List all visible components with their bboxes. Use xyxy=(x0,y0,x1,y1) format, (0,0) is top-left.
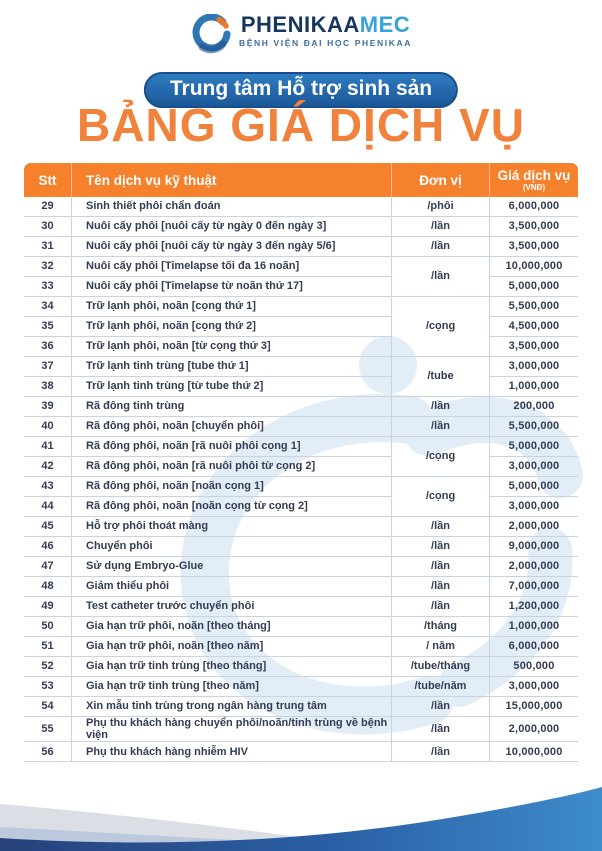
row-stt: 38 xyxy=(24,377,72,397)
row-service-name: Trữ lạnh phôi, noãn [cọng thứ 2] xyxy=(72,317,392,337)
table-row xyxy=(24,377,578,397)
row-price: 500,000 xyxy=(490,657,578,677)
row-stt: 34 xyxy=(24,297,72,317)
row-stt: 48 xyxy=(24,577,72,597)
row-unit: /lần xyxy=(392,577,490,597)
table-row xyxy=(24,317,578,337)
table-row xyxy=(24,657,578,677)
row-service-name: Rã đông phôi, noãn [noãn cọng 1] xyxy=(72,477,392,497)
row-stt: 55 xyxy=(24,717,72,742)
table-row xyxy=(24,397,578,417)
center-name-badge: Trung tâm Hỗ trợ sinh sản xyxy=(144,72,458,108)
column-header-price-label: Giá dịch vụ xyxy=(497,168,571,184)
row-stt: 36 xyxy=(24,337,72,357)
row-stt: 45 xyxy=(24,517,72,537)
table-row xyxy=(24,697,578,717)
table-row xyxy=(24,597,578,617)
row-stt: 49 xyxy=(24,597,72,617)
row-service-name: Hỗ trợ phôi thoát màng xyxy=(72,517,392,537)
column-header-service-name: Tên dịch vụ kỹ thuật xyxy=(72,163,392,197)
row-price: 4,500,000 xyxy=(490,317,578,337)
row-stt: 35 xyxy=(24,317,72,337)
table-row xyxy=(24,457,578,477)
row-service-name: Nuôi cấy phôi [Timelapse tối đa 16 noãn] xyxy=(72,257,392,277)
row-service-name: Gia hạn trữ phôi, noãn [theo năm] xyxy=(72,637,392,657)
row-price: 1,200,000 xyxy=(490,597,578,617)
table-row xyxy=(24,357,578,377)
table-row xyxy=(24,617,578,637)
table-row xyxy=(24,637,578,657)
row-service-name: Rã đông phôi, noãn [noãn cọng từ cọng 2] xyxy=(72,497,392,517)
row-unit: /tube/năm xyxy=(392,677,490,697)
row-price: 3,000,000 xyxy=(490,497,578,517)
row-stt: 29 xyxy=(24,197,72,217)
row-unit: /lần xyxy=(392,717,490,742)
row-unit: /lần xyxy=(392,237,490,257)
row-stt: 51 xyxy=(24,637,72,657)
row-price: 200,000 xyxy=(490,397,578,417)
row-stt: 47 xyxy=(24,557,72,577)
row-unit: /phôi xyxy=(392,197,490,217)
price-table xyxy=(24,163,578,762)
row-price: 7,000,000 xyxy=(490,577,578,597)
row-unit: /lần xyxy=(392,397,490,417)
row-price: 5,500,000 xyxy=(490,297,578,317)
row-service-name: Rã đông phôi, noãn [rã nuôi phôi cọng 1] xyxy=(72,437,392,457)
row-stt: 41 xyxy=(24,437,72,457)
row-unit: /lần xyxy=(392,217,490,237)
row-price: 9,000,000 xyxy=(490,537,578,557)
row-service-name: Sinh thiết phôi chẩn đoán xyxy=(72,197,392,217)
column-header-price-currency: (VNĐ) xyxy=(522,183,546,193)
table-row xyxy=(24,197,578,217)
table-row xyxy=(24,577,578,597)
row-service-name: Phụ thu khách hàng chuyển phôi/noãn/tinh trùng về bệnh viện xyxy=(72,717,392,742)
row-service-name: Rã đông phôi, noãn [chuyển phôi] xyxy=(72,417,392,437)
table-row xyxy=(24,337,578,357)
table-row xyxy=(24,437,578,457)
row-service-name: Trữ lạnh phôi, noãn [cọng thứ 1] xyxy=(72,297,392,317)
row-stt: 53 xyxy=(24,677,72,697)
table-row xyxy=(24,497,578,517)
row-stt: 31 xyxy=(24,237,72,257)
row-unit: /tube xyxy=(392,357,490,397)
phenikaa-swoosh-icon xyxy=(190,14,232,56)
row-price: 1,000,000 xyxy=(490,617,578,637)
row-stt: 32 xyxy=(24,257,72,277)
row-unit: /lần xyxy=(392,742,490,762)
row-service-name: Gia hạn trữ phôi, noãn [theo tháng] xyxy=(72,617,392,637)
row-price: 2,000,000 xyxy=(490,517,578,537)
table-row xyxy=(24,297,578,317)
row-stt: 50 xyxy=(24,617,72,637)
row-service-name: Gia hạn trữ tinh trùng [theo tháng] xyxy=(72,657,392,677)
table-row xyxy=(24,237,578,257)
row-price: 3,500,000 xyxy=(490,337,578,357)
row-price: 5,000,000 xyxy=(490,477,578,497)
page-title: BẢNG GIÁ DỊCH VỤ xyxy=(77,99,525,151)
row-stt: 46 xyxy=(24,537,72,557)
row-stt: 43 xyxy=(24,477,72,497)
row-service-name: Trữ lạnh tinh trùng [tube thứ 1] xyxy=(72,357,392,377)
row-service-name: Nuôi cấy phôi [nuôi cấy từ ngày 3 đến ngày 5/6] xyxy=(72,237,392,257)
row-price: 5,000,000 xyxy=(490,437,578,457)
row-unit: / năm xyxy=(392,637,490,657)
brand-primary: PHENIKAA xyxy=(240,12,360,37)
row-unit: /tháng xyxy=(392,617,490,637)
row-stt: 30 xyxy=(24,217,72,237)
column-header-price xyxy=(490,163,578,197)
row-stt: 44 xyxy=(24,497,72,517)
row-unit: /lần xyxy=(392,257,490,297)
row-price: 3,000,000 xyxy=(490,457,578,477)
row-unit: /cọng xyxy=(392,297,490,357)
row-unit: /lần xyxy=(392,417,490,437)
row-price: 1,000,000 xyxy=(490,377,578,397)
row-stt: 39 xyxy=(24,397,72,417)
row-service-name: Gia hạn trữ tinh trùng [theo năm] xyxy=(72,677,392,697)
row-service-name: Nuôi cấy phôi [Timelapse từ noãn thứ 17] xyxy=(72,277,392,297)
column-header-unit: Đơn vị xyxy=(392,163,490,197)
row-price: 5,500,000 xyxy=(490,417,578,437)
row-stt: 33 xyxy=(24,277,72,297)
row-service-name: Giảm thiểu phôi xyxy=(72,577,392,597)
row-stt: 42 xyxy=(24,457,72,477)
table-row xyxy=(24,477,578,497)
row-service-name: Xin mẫu tinh trùng trong ngân hàng trung tâm xyxy=(72,697,392,717)
table-row xyxy=(24,517,578,537)
row-price: 3,500,000 xyxy=(490,217,578,237)
table-header-row xyxy=(24,163,578,197)
table-row xyxy=(24,217,578,237)
row-price: 15,000,000 xyxy=(490,697,578,717)
row-price: 3,000,000 xyxy=(490,357,578,377)
table-row xyxy=(24,277,578,297)
row-stt: 54 xyxy=(24,697,72,717)
row-service-name: Chuyển phôi xyxy=(72,537,392,557)
row-unit: /lần xyxy=(392,537,490,557)
table-row xyxy=(24,257,578,277)
row-unit: /cọng xyxy=(392,437,490,477)
row-price: 2,000,000 xyxy=(490,557,578,577)
row-service-name: Rã đông tinh trùng xyxy=(72,397,392,417)
row-stt: 37 xyxy=(24,357,72,377)
row-unit: /lần xyxy=(392,517,490,537)
footer-wave-decoration xyxy=(0,721,602,851)
table-row xyxy=(24,417,578,437)
row-price: 3,000,000 xyxy=(490,677,578,697)
row-price: 10,000,000 xyxy=(490,257,578,277)
hospital-logo xyxy=(0,13,602,56)
hospital-subtitle: BỆNH VIỆN ĐẠI HỌC PHENIKAA xyxy=(239,38,412,49)
row-service-name: Nuôi cấy phôi [nuôi cấy từ ngày 0 đến ngày 3] xyxy=(72,217,392,237)
table-row xyxy=(24,557,578,577)
row-service-name: Test catheter trước chuyển phôi xyxy=(72,597,392,617)
row-service-name: Sử dụng Embryo-Glue xyxy=(72,557,392,577)
row-price: 6,000,000 xyxy=(490,637,578,657)
row-service-name: Trữ lạnh phôi, noãn [từ cọng thứ 3] xyxy=(72,337,392,357)
row-service-name: Trữ lạnh tinh trùng [từ tube thứ 2] xyxy=(72,377,392,397)
row-service-name: Rã đông phôi, noãn [rã nuôi phôi từ cọng 2] xyxy=(72,457,392,477)
row-unit: /lần xyxy=(392,597,490,617)
row-unit: /lần xyxy=(392,557,490,577)
row-unit: /tube/tháng xyxy=(392,657,490,677)
row-stt: 52 xyxy=(24,657,72,677)
table-row xyxy=(24,537,578,557)
row-unit: /cọng xyxy=(392,477,490,517)
row-unit: /lần xyxy=(392,697,490,717)
row-price: 5,000,000 xyxy=(490,277,578,297)
column-header-stt: Stt xyxy=(24,163,72,197)
row-price: 6,000,000 xyxy=(490,197,578,217)
brand-secondary: MEC xyxy=(359,12,411,37)
row-stt: 56 xyxy=(24,742,72,762)
row-service-name: Phụ thu khách hàng nhiễm HIV xyxy=(72,742,392,762)
row-price: 2,000,000 xyxy=(490,717,578,742)
row-stt: 40 xyxy=(24,417,72,437)
row-price: 3,500,000 xyxy=(490,237,578,257)
row-price: 10,000,000 xyxy=(490,742,578,762)
table-row xyxy=(24,677,578,697)
brand-wordmark xyxy=(241,13,410,36)
